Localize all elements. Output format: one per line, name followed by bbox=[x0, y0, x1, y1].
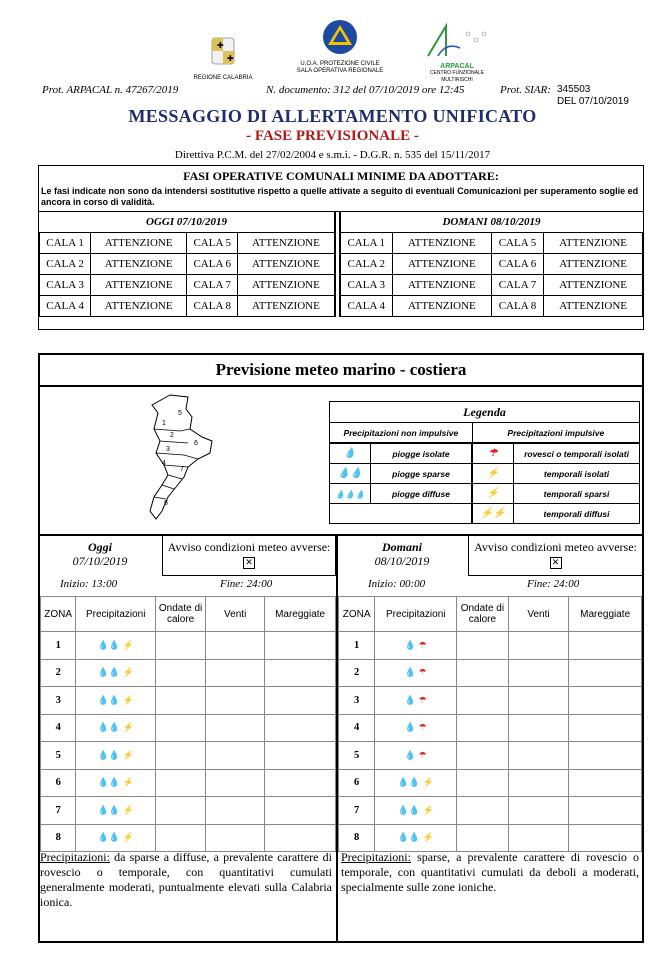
zone-number: 7 bbox=[339, 797, 375, 825]
bolt-icon: ⚡ bbox=[120, 832, 134, 843]
zone-number: 4 bbox=[41, 714, 76, 742]
storm-surge-cell bbox=[265, 632, 336, 660]
fasi-today-label: OGGI 07/10/2019 bbox=[40, 212, 335, 233]
shower-icon: ☂ bbox=[416, 639, 427, 650]
column-header: Ondate di calore bbox=[156, 597, 206, 632]
prot-siar-label: Prot. SIAR: bbox=[500, 84, 551, 96]
regione-calabria-emblem-icon bbox=[190, 36, 256, 70]
zone-number: 5 bbox=[339, 742, 375, 770]
drop-icon: 💧💧 bbox=[97, 722, 121, 733]
table-row bbox=[339, 742, 642, 770]
cala-name: CALA 5 bbox=[187, 233, 238, 254]
drop-icon: 💧💧 bbox=[397, 804, 421, 815]
precipitation-cell bbox=[375, 714, 457, 742]
fasi-tomorrow-table bbox=[340, 212, 644, 317]
table-row bbox=[41, 714, 336, 742]
document-number: N. documento: 312 del 07/10/2019 ore 12:45 bbox=[266, 84, 465, 96]
drop-icon: 💧💧 bbox=[397, 832, 421, 843]
table-row bbox=[41, 742, 336, 770]
precipitation-cell bbox=[76, 714, 156, 742]
fasi-row bbox=[40, 296, 335, 317]
column-header: Precipitazioni bbox=[76, 597, 156, 632]
legend-temporali-isolati: temporali isolati bbox=[514, 464, 640, 484]
forecast-header-row bbox=[339, 597, 642, 632]
table-row bbox=[339, 659, 642, 687]
bolt-double-icon: ⚡⚡ bbox=[480, 508, 506, 519]
meteo-title: Previsione meteo marino - costiera bbox=[40, 355, 642, 387]
tomorrow-label: Domani bbox=[381, 540, 422, 554]
map-zone-number: 7 bbox=[180, 466, 184, 473]
precipitation-cell bbox=[375, 742, 457, 770]
drops-double-icon: 💧💧 bbox=[337, 468, 363, 479]
bolt-icon: ⚡ bbox=[486, 468, 500, 479]
precipitation-cell bbox=[76, 824, 156, 852]
zone-number: 3 bbox=[339, 687, 375, 715]
table-row bbox=[339, 797, 642, 825]
fasi-tomorrow-label: DOMANI 08/10/2019 bbox=[340, 212, 643, 233]
wind-cell bbox=[508, 632, 569, 660]
heatwave-cell bbox=[457, 714, 509, 742]
legend-piogge-diffuse: piogge diffuse bbox=[371, 484, 472, 504]
column-header: Mareggiate bbox=[265, 597, 336, 632]
cala-name: CALA 2 bbox=[40, 254, 91, 275]
cala-name: CALA 5 bbox=[491, 233, 543, 254]
legend-temporali-sparsi: temporali sparsi bbox=[514, 484, 640, 504]
heatwave-cell bbox=[457, 824, 509, 852]
zone-number: 6 bbox=[339, 769, 375, 797]
storm-surge-cell bbox=[569, 632, 642, 660]
drop-icon: 💧 bbox=[404, 722, 417, 733]
fasi-today-table bbox=[39, 212, 335, 317]
forecast-table-tomorrow bbox=[338, 596, 642, 852]
fasi-row bbox=[340, 254, 643, 275]
wind-cell bbox=[206, 797, 265, 825]
drops-triple-icon: 💧💧💧 bbox=[335, 489, 365, 499]
drop-icon: 💧💧 bbox=[97, 639, 121, 650]
cala-name: CALA 8 bbox=[491, 296, 543, 317]
precipitation-cell bbox=[76, 742, 156, 770]
zone-number: 3 bbox=[41, 687, 76, 715]
map-zone-number: 2 bbox=[170, 432, 174, 439]
drop-icon: 💧 bbox=[343, 448, 357, 459]
fase-value: ATTENZIONE bbox=[544, 275, 643, 296]
precipitation-cell bbox=[76, 632, 156, 660]
storm-surge-cell bbox=[265, 797, 336, 825]
column-header: Precipitazioni bbox=[375, 597, 457, 632]
table-row bbox=[41, 632, 336, 660]
storm-surge-cell bbox=[569, 824, 642, 852]
column-header: Venti bbox=[206, 597, 265, 632]
storm-surge-cell bbox=[569, 714, 642, 742]
logo-arpacal-label-2: CENTRO FUNZIONALE MULTIRISCHI bbox=[429, 70, 485, 83]
today-avviso-text: Avviso condizioni meteo avverse: bbox=[167, 540, 331, 554]
cala-name: CALA 6 bbox=[491, 254, 543, 275]
table-row bbox=[339, 714, 642, 742]
svg-text:✚: ✚ bbox=[217, 41, 224, 50]
fase-value: ATTENZIONE bbox=[392, 275, 491, 296]
wind-cell bbox=[206, 714, 265, 742]
forecast-header-row bbox=[41, 597, 336, 632]
zone-number: 2 bbox=[41, 659, 76, 687]
legend-piogge-isolate: piogge isolate bbox=[371, 444, 472, 464]
wind-cell bbox=[508, 769, 569, 797]
zone-number: 7 bbox=[41, 797, 76, 825]
zone-number: 8 bbox=[339, 824, 375, 852]
heatwave-cell bbox=[156, 769, 206, 797]
fasi-row bbox=[40, 275, 335, 296]
cala-name: CALA 4 bbox=[340, 296, 392, 317]
shower-icon: ☂ bbox=[416, 694, 427, 705]
drop-icon: 💧 bbox=[404, 749, 417, 760]
column-header: Mareggiate bbox=[569, 597, 642, 632]
bolt-icon: ⚡ bbox=[120, 804, 134, 815]
prot-siar-number: 345503 bbox=[557, 84, 591, 95]
fasi-row bbox=[340, 233, 643, 254]
legend-col-impulsive: Precipitazioni impulsive bbox=[472, 423, 639, 443]
cala-name: CALA 1 bbox=[340, 233, 392, 254]
fase-value: ATTENZIONE bbox=[238, 254, 334, 275]
precipitation-cell bbox=[76, 687, 156, 715]
drop-icon: 💧 bbox=[404, 639, 417, 650]
today-avviso bbox=[162, 536, 336, 576]
wind-cell bbox=[508, 824, 569, 852]
precipitation-cell bbox=[76, 659, 156, 687]
wind-cell bbox=[206, 769, 265, 797]
table-row bbox=[41, 769, 336, 797]
heatwave-cell bbox=[156, 797, 206, 825]
tomorrow-note-text: sparse, a prevalente carattere di rovescio o temporale, con quantitativi cumulati da deboli a moderati, specialmente sulle zone ioniche. bbox=[341, 850, 639, 894]
today-label: Oggi bbox=[88, 540, 112, 554]
precipitation-cell bbox=[375, 632, 457, 660]
heatwave-cell bbox=[156, 687, 206, 715]
shower-icon: ☂ bbox=[416, 722, 427, 733]
directive-reference: Direttiva P.C.M. del 27/02/2004 e s.m.i. - D.G.R. n. 535 del 15/11/2017 bbox=[174, 149, 491, 161]
wind-cell bbox=[206, 659, 265, 687]
logo-arpacal bbox=[416, 22, 498, 83]
tomorrow-avviso bbox=[468, 536, 642, 576]
shower-icon: ☂ bbox=[488, 448, 498, 459]
bolt-icon: ⚡ bbox=[420, 832, 434, 843]
prot-arpacal: Prot. ARPACAL n. 47267/2019 bbox=[42, 84, 179, 96]
today-fine: Fine: 24:00 bbox=[220, 578, 273, 590]
logo-protezione-civile bbox=[290, 18, 390, 78]
precipitation-cell bbox=[375, 769, 457, 797]
storm-surge-cell bbox=[569, 687, 642, 715]
forecast-table-today bbox=[40, 596, 336, 852]
today-note-text: da sparse a diffuse, a prevalente carattere di rovescio o temporale, con quantitativi cumulati generalmente moderati, puntualmente elevati sulla Calabria ionica. bbox=[40, 850, 332, 909]
document-title: MESSAGGIO DI ALLERTAMENTO UNIFICATO bbox=[128, 106, 537, 126]
fase-value: ATTENZIONE bbox=[91, 296, 187, 317]
cala-name: CALA 2 bbox=[340, 254, 392, 275]
bolt-icon: ⚡ bbox=[420, 777, 434, 788]
table-row bbox=[339, 824, 642, 852]
storm-surge-cell bbox=[569, 797, 642, 825]
wind-cell bbox=[508, 659, 569, 687]
fasi-heading: FASI OPERATIVE COMUNALI MINIME DA ADOTTARE: bbox=[183, 169, 499, 183]
wind-cell bbox=[508, 714, 569, 742]
prot-siar-date: DEL 07/10/2019 bbox=[557, 96, 629, 107]
heatwave-cell bbox=[156, 742, 206, 770]
fase-value: ATTENZIONE bbox=[544, 254, 643, 275]
shower-icon: ☂ bbox=[416, 667, 427, 678]
map-zone-number: 8 bbox=[164, 500, 168, 507]
fase-value: ATTENZIONE bbox=[392, 233, 491, 254]
logo-regione-label: REGIONE CALABRIA bbox=[193, 75, 253, 81]
legend-rovesci: rovesci o temporali isolati bbox=[514, 444, 640, 464]
fase-value: ATTENZIONE bbox=[91, 233, 187, 254]
cala-name: CALA 3 bbox=[340, 275, 392, 296]
fasi-operative-box bbox=[38, 165, 644, 330]
bolt-icon: ⚡ bbox=[420, 804, 434, 815]
drop-icon: 💧💧 bbox=[97, 749, 121, 760]
fasi-row bbox=[40, 254, 335, 275]
today-note-lead: Precipitazioni: bbox=[40, 850, 110, 864]
heatwave-cell bbox=[156, 659, 206, 687]
fasi-note: Le fasi indicate non sono da intendersi sostitutive rispetto a quelle attivate a seguito di eventuali Comunicazioni per superamento soglie ed ancora in corso di validità. bbox=[39, 184, 643, 212]
drop-icon: 💧💧 bbox=[97, 694, 121, 705]
drop-icon: 💧💧 bbox=[97, 804, 121, 815]
cala-name: CALA 8 bbox=[187, 296, 238, 317]
heatwave-cell bbox=[156, 824, 206, 852]
legend-piogge-sparse: piogge sparse bbox=[371, 464, 472, 484]
today-header bbox=[40, 536, 160, 578]
precipitation-cell bbox=[76, 769, 156, 797]
zone-number: 5 bbox=[41, 742, 76, 770]
cala-name: CALA 7 bbox=[491, 275, 543, 296]
legend-title: Legenda bbox=[330, 402, 640, 423]
arpacal-emblem-icon bbox=[416, 22, 498, 58]
precipitation-cell bbox=[375, 797, 457, 825]
wind-cell bbox=[206, 632, 265, 660]
calabria-zones-map bbox=[140, 393, 220, 523]
fase-value: ATTENZIONE bbox=[91, 275, 187, 296]
zone-number: 1 bbox=[339, 632, 375, 660]
heatwave-cell bbox=[457, 742, 509, 770]
map-zone-number: 5 bbox=[178, 410, 182, 417]
tomorrow-note-lead: Precipitazioni: bbox=[341, 850, 411, 864]
zone-number: 8 bbox=[41, 824, 76, 852]
svg-text:✚: ✚ bbox=[227, 54, 234, 63]
legend bbox=[329, 401, 640, 524]
fase-value: ATTENZIONE bbox=[544, 296, 643, 317]
heatwave-cell bbox=[457, 632, 509, 660]
map-zone-number: 4 bbox=[162, 460, 166, 467]
cala-name: CALA 7 bbox=[187, 275, 238, 296]
bolt-icon: ⚡ bbox=[120, 749, 134, 760]
heatwave-cell bbox=[156, 714, 206, 742]
today-avviso-checkbox[interactable]: ✕ bbox=[243, 557, 255, 569]
drop-icon: 💧💧 bbox=[97, 777, 121, 788]
shower-icon: ☂ bbox=[416, 749, 427, 760]
wind-cell bbox=[206, 742, 265, 770]
column-header: Venti bbox=[508, 597, 569, 632]
drop-icon: 💧💧 bbox=[97, 667, 121, 678]
fase-value: ATTENZIONE bbox=[392, 254, 491, 275]
fase-value: ATTENZIONE bbox=[544, 233, 643, 254]
today-note bbox=[40, 850, 332, 910]
precipitation-cell bbox=[375, 824, 457, 852]
fase-value: ATTENZIONE bbox=[91, 254, 187, 275]
zone-number: 4 bbox=[339, 714, 375, 742]
precipitation-cell bbox=[375, 687, 457, 715]
storm-surge-cell bbox=[265, 769, 336, 797]
heatwave-cell bbox=[457, 659, 509, 687]
table-row bbox=[41, 659, 336, 687]
storm-surge-cell bbox=[265, 742, 336, 770]
bolt-icon: ⚡ bbox=[120, 667, 134, 678]
tomorrow-fine: Fine: 24:00 bbox=[527, 578, 580, 590]
drop-icon: 💧 bbox=[404, 667, 417, 678]
storm-surge-cell bbox=[569, 769, 642, 797]
fasi-row bbox=[340, 296, 643, 317]
table-row bbox=[41, 797, 336, 825]
column-header: ZONA bbox=[339, 597, 375, 632]
heatwave-cell bbox=[457, 769, 509, 797]
legend-temporali-diffusi: temporali diffusi bbox=[514, 504, 640, 524]
table-row bbox=[339, 632, 642, 660]
tomorrow-inizio: Inizio: 00:00 bbox=[368, 578, 426, 590]
fase-value: ATTENZIONE bbox=[238, 296, 334, 317]
bolt-icon: ⚡ bbox=[120, 777, 134, 788]
bolt-icon: ⚡ bbox=[120, 722, 134, 733]
storm-surge-cell bbox=[265, 659, 336, 687]
cala-name: CALA 3 bbox=[40, 275, 91, 296]
table-row bbox=[339, 769, 642, 797]
precipitation-cell bbox=[375, 659, 457, 687]
wind-cell bbox=[508, 797, 569, 825]
heatwave-cell bbox=[457, 687, 509, 715]
document-subtitle: - FASE PREVISIONALE - bbox=[246, 128, 419, 144]
wind-cell bbox=[508, 687, 569, 715]
storm-surge-cell bbox=[265, 714, 336, 742]
storm-surge-cell bbox=[569, 742, 642, 770]
zone-number: 2 bbox=[339, 659, 375, 687]
zone-number: 1 bbox=[41, 632, 76, 660]
table-row bbox=[339, 687, 642, 715]
heatwave-cell bbox=[156, 632, 206, 660]
column-header: Ondate di calore bbox=[457, 597, 509, 632]
bolt-icon: ⚡ bbox=[486, 488, 500, 499]
map-zone-number: 6 bbox=[194, 440, 198, 447]
today-date: 07/10/2019 bbox=[72, 554, 128, 568]
table-row bbox=[41, 687, 336, 715]
fasi-row bbox=[40, 233, 335, 254]
logo-arpacal-label-1: ARPACAL bbox=[440, 63, 474, 70]
tomorrow-avviso-checkbox[interactable]: ✕ bbox=[550, 557, 562, 569]
tomorrow-date: 08/10/2019 bbox=[374, 554, 430, 568]
wind-cell bbox=[206, 824, 265, 852]
tomorrow-note bbox=[341, 850, 639, 895]
wind-cell bbox=[206, 687, 265, 715]
today-inizio: Inizio: 13:00 bbox=[60, 578, 118, 590]
zone-number: 6 bbox=[41, 769, 76, 797]
precipitation-cell bbox=[76, 797, 156, 825]
drop-icon: 💧💧 bbox=[97, 832, 121, 843]
heatwave-cell bbox=[457, 797, 509, 825]
column-header: ZONA bbox=[41, 597, 76, 632]
cala-name: CALA 6 bbox=[187, 254, 238, 275]
fase-value: ATTENZIONE bbox=[238, 233, 334, 254]
map-zone-number: 1 bbox=[162, 420, 166, 427]
drop-icon: 💧💧 bbox=[397, 777, 421, 788]
protezione-civile-emblem-icon bbox=[290, 18, 390, 56]
logo-protezione-label-1: U.O.A. PROTEZIONE CIVILE bbox=[300, 61, 380, 67]
fase-value: ATTENZIONE bbox=[238, 275, 334, 296]
storm-surge-cell bbox=[569, 659, 642, 687]
logo-protezione-label-2: SALA OPERATIVA REGIONALE bbox=[296, 68, 384, 74]
legend-col-non-impulsive: Precipitazioni non impulsive bbox=[330, 423, 473, 443]
fase-value: ATTENZIONE bbox=[392, 296, 491, 317]
drop-icon: 💧 bbox=[404, 694, 417, 705]
fasi-row bbox=[340, 275, 643, 296]
tomorrow-avviso-text: Avviso condizioni meteo avverse: bbox=[474, 540, 637, 554]
wind-cell bbox=[508, 742, 569, 770]
logo-regione-calabria bbox=[190, 36, 256, 80]
bolt-icon: ⚡ bbox=[120, 639, 134, 650]
table-row bbox=[41, 824, 336, 852]
tomorrow-header bbox=[338, 536, 466, 578]
cala-name: CALA 1 bbox=[40, 233, 91, 254]
map-zone-number: 3 bbox=[166, 446, 170, 453]
cala-name: CALA 4 bbox=[40, 296, 91, 317]
bolt-icon: ⚡ bbox=[120, 694, 134, 705]
storm-surge-cell bbox=[265, 687, 336, 715]
storm-surge-cell bbox=[265, 824, 336, 852]
